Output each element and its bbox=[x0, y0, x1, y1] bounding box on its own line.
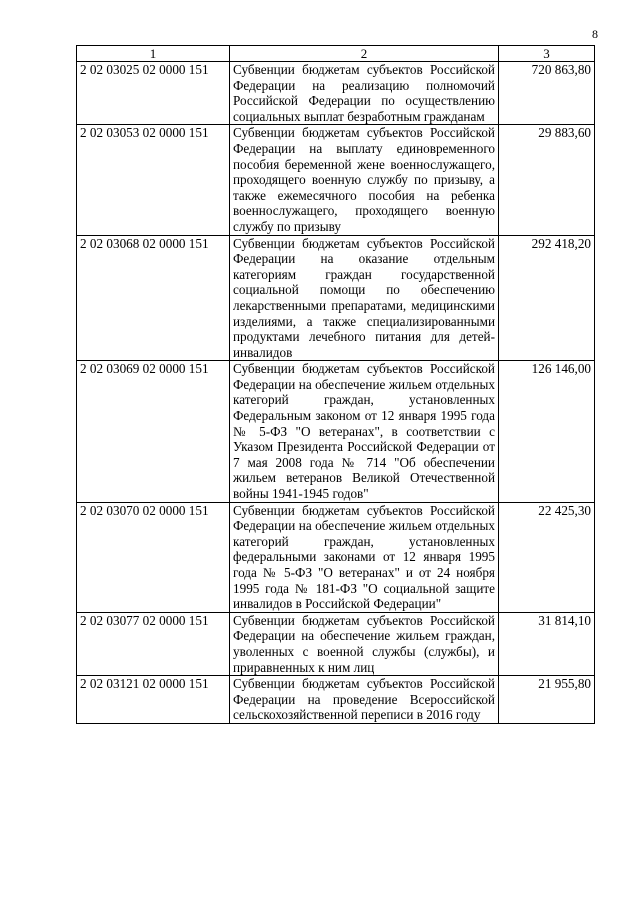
amount-value: 126 146,00 bbox=[499, 361, 595, 502]
budget-code: 2 02 03121 02 0000 151 bbox=[77, 676, 230, 724]
revenue-description: Субвенции бюджетам субъектов Российской Федерации на проведение Всероссийской сельскохозяйственной переписи в 2016 году bbox=[230, 676, 499, 724]
amount-value: 31 814,10 bbox=[499, 612, 595, 675]
revenue-description: Субвенции бюджетам субъектов Российской Федерации на оказание отдельным категориям граждан государственной социальной помощи по обеспечению лекарственными препаратами, медицинскими изделиями, а также специализированными продуктами лечебного питания для детей-инвалидов bbox=[230, 235, 499, 361]
column-header-3: 3 bbox=[499, 46, 595, 62]
column-header-2: 2 bbox=[230, 46, 499, 62]
table-row bbox=[77, 612, 595, 675]
amount-value: 21 955,80 bbox=[499, 676, 595, 724]
table-row bbox=[77, 361, 595, 502]
revenue-description: Субвенции бюджетам субъектов Российской Федерации на выплату единовременного пособия беременной жене военнослужащего, проходящего военную службу по призыву, а также ежемесячного пособия на ребенка военнослужащего, проходящего военную службу по призыву bbox=[230, 125, 499, 235]
revenue-description: Субвенции бюджетам субъектов Российской Федерации на обеспечение жильем отдельных категорий граждан, установленных Федеральным законом от 12 января 1995 года № 5-ФЗ "О ветеранах", в соответствии с Указом Президента Российской Федерации от 7 мая 2008 года № 714 "Об обеспечении жильем ветеранов Великой Отечественной войны 1941-1945 годов" bbox=[230, 361, 499, 502]
table-row bbox=[77, 676, 595, 724]
revenue-description: Субвенции бюджетам субъектов Российской Федерации на обеспечение жильем отдельных категорий граждан, установленных федеральными законами от 12 января 1995 года № 5-ФЗ "О ветеранах" и от 24 ноября 1995 года № 181-ФЗ "О социальной защите инвалидов в Российской Федерации" bbox=[230, 502, 499, 612]
amount-value: 29 883,60 bbox=[499, 125, 595, 235]
budget-code: 2 02 03068 02 0000 151 bbox=[77, 235, 230, 361]
revenue-description: Субвенции бюджетам субъектов Российской Федерации на реализацию полномочий Российской Федерации по осуществлению социальных выплат безработным гражданам bbox=[230, 62, 499, 125]
table-header-row bbox=[77, 46, 595, 62]
table-row bbox=[77, 235, 595, 361]
budget-code: 2 02 03025 02 0000 151 bbox=[77, 62, 230, 125]
table-row bbox=[77, 62, 595, 125]
revenue-description: Субвенции бюджетам субъектов Российской Федерации на обеспечение жильем граждан, уволенных с военной службы (службы), и приравненных к ним лиц bbox=[230, 612, 499, 675]
amount-value: 292 418,20 bbox=[499, 235, 595, 361]
budget-code: 2 02 03070 02 0000 151 bbox=[77, 502, 230, 612]
page-number: 8 bbox=[592, 27, 598, 41]
column-header-1: 1 bbox=[77, 46, 230, 62]
budget-code: 2 02 03053 02 0000 151 bbox=[77, 125, 230, 235]
table-row bbox=[77, 125, 595, 235]
table-row bbox=[77, 502, 595, 612]
budget-code: 2 02 03069 02 0000 151 bbox=[77, 361, 230, 502]
amount-value: 22 425,30 bbox=[499, 502, 595, 612]
budget-table bbox=[76, 45, 595, 724]
budget-code: 2 02 03077 02 0000 151 bbox=[77, 612, 230, 675]
amount-value: 720 863,80 bbox=[499, 62, 595, 125]
